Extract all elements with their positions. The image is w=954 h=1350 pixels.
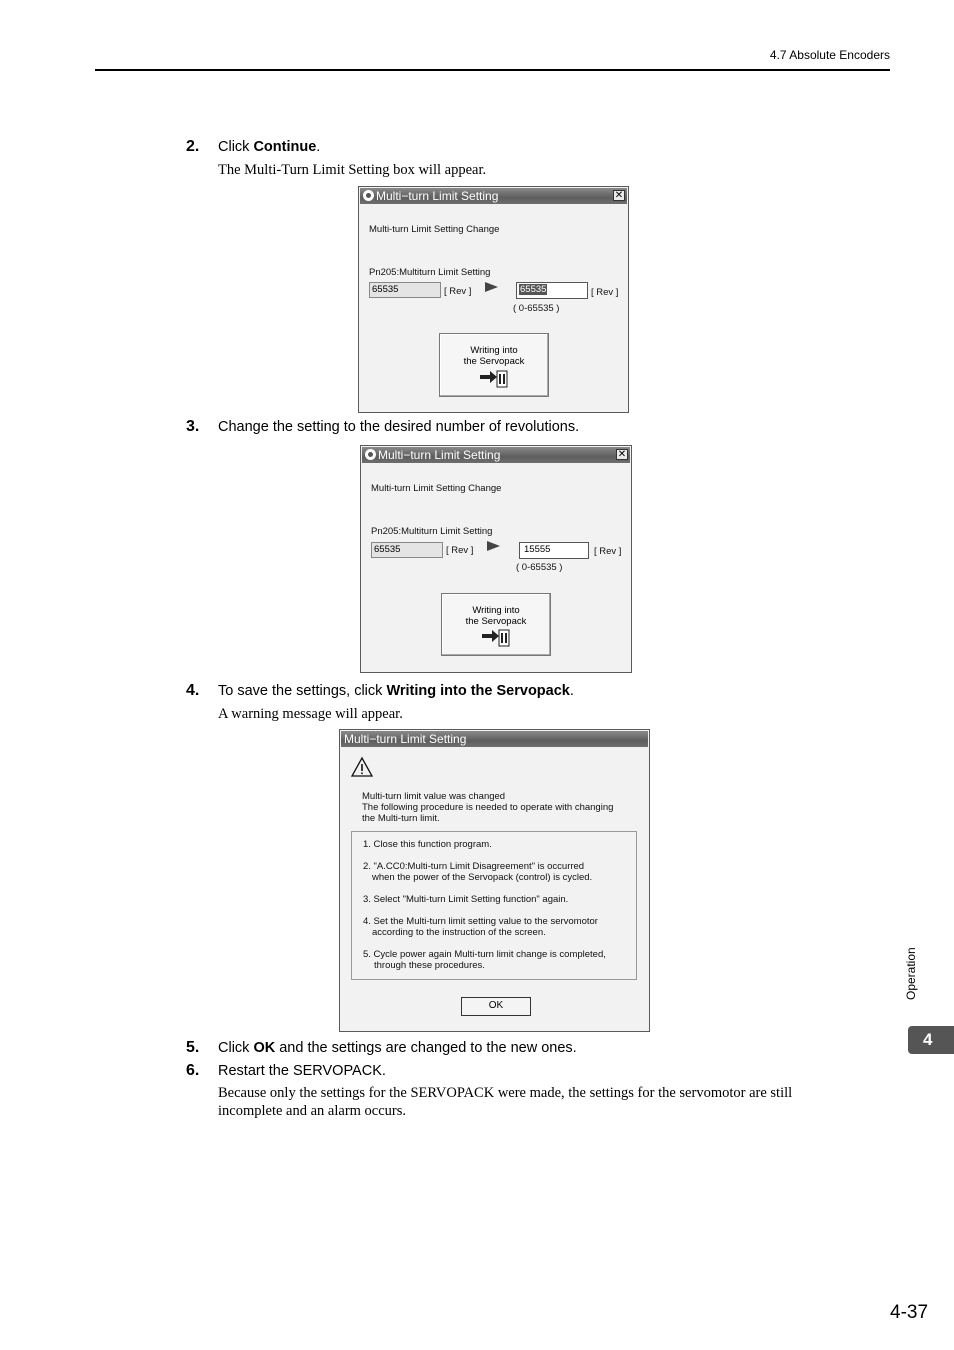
ok-button[interactable]: OK — [461, 997, 531, 1016]
arrow-right-icon — [485, 282, 498, 292]
close-icon[interactable]: ✕ — [614, 190, 624, 201]
step-text: To save the settings, click Writing into the Servopack. — [218, 683, 574, 699]
step-note: A warning message will appear. — [218, 706, 403, 722]
param-label: Pn205:Multiturn Limit Setting — [369, 267, 491, 278]
procedure-box — [351, 831, 637, 980]
step-text: Change the setting to the desired number of revolutions. — [218, 419, 580, 435]
page-number: 4-37 — [890, 1302, 929, 1323]
procedure-item — [363, 861, 592, 883]
step-number: 3. — [186, 418, 200, 435]
warning-message — [362, 791, 613, 824]
write-label-line2: the Servopack — [465, 616, 527, 627]
procedure-line: according to the instruction of the screen. — [372, 927, 546, 938]
procedure-item — [363, 916, 598, 938]
dialog-heading: Multi-turn Limit Setting Change — [369, 224, 500, 235]
range-label: ( 0-65535 ) — [513, 303, 560, 314]
ok-label: OK — [253, 1040, 276, 1056]
step-number: 6. — [186, 1062, 200, 1079]
step-note: incomplete and an alarm occurs. — [218, 1103, 407, 1119]
continue-label: Continue — [253, 139, 317, 155]
range-label: ( 0-65535 ) — [516, 562, 563, 573]
close-icon[interactable]: ✕ — [617, 449, 627, 460]
header-rule — [95, 69, 890, 71]
unit-label: [ Rev ] — [594, 546, 622, 557]
dialog-title: Multi−turn Limit Setting — [376, 189, 499, 203]
step-text: Click Continue. — [218, 139, 321, 155]
warning-line: the Multi-turn limit. — [362, 813, 440, 824]
procedure-line: 5. Cycle power again Multi-turn limit change is completed, — [363, 949, 606, 960]
step-note: Because only the settings for the SERVOPACK were made, the settings for the servomotor are still — [218, 1085, 793, 1101]
title-bar — [341, 731, 648, 747]
procedure-item: 1. Close this function program. — [363, 839, 492, 850]
warning-dialog — [339, 729, 650, 1032]
servopack-write-icon — [478, 368, 510, 388]
write-label-line1: Writing into — [470, 345, 518, 356]
step-number: 4. — [186, 682, 200, 699]
dialog-heading: Multi-turn Limit Setting Change — [371, 483, 502, 494]
app-icon — [365, 449, 376, 460]
step-text: Click OK and the settings are changed to the new ones. — [218, 1040, 577, 1056]
title-bar — [360, 188, 627, 204]
writing-into-servopack-button[interactable] — [439, 333, 549, 397]
chapter-tab: 4 — [908, 1026, 954, 1054]
app-icon — [363, 190, 374, 201]
new-value-input[interactable]: 65535 — [516, 282, 588, 299]
write-label-line2: the Servopack — [463, 356, 525, 367]
unit-label: [ Rev ] — [444, 286, 472, 297]
procedure-line: 4. Set the Multi-turn limit setting value to the servomotor — [363, 916, 598, 927]
warning-line: The following procedure is needed to operate with changing — [362, 802, 614, 813]
current-value-field: 65535 — [371, 542, 443, 558]
chapter-label: Operation — [904, 947, 918, 1000]
writing-into-servopack-label: Writing into the Servopack — [386, 683, 570, 699]
step-note: The Multi-Turn Limit Setting box will appear. — [218, 162, 487, 178]
new-value-input[interactable]: 15555 — [519, 542, 589, 559]
procedure-line: when the power of the Servopack (control) is cycled. — [372, 872, 593, 883]
warning-line: Multi-turn limit value was changed — [362, 791, 506, 802]
procedure-line: 2. "A.CC0:Multi-turn Limit Disagreement" is occurred — [363, 861, 585, 872]
section-header: 4.7 Absolute Encoders — [769, 48, 890, 62]
unit-label: [ Rev ] — [591, 287, 619, 298]
writing-into-servopack-button[interactable] — [441, 593, 551, 656]
step-number: 5. — [186, 1039, 200, 1056]
procedure-item — [363, 949, 606, 971]
procedure-item: 3. Select "Multi-turn Limit Setting function" again. — [363, 894, 569, 905]
param-label: Pn205:Multiturn Limit Setting — [371, 526, 493, 537]
multiturn-limit-dialog-2 — [360, 445, 632, 673]
dialog-title: Multi−turn Limit Setting — [378, 448, 501, 462]
procedure-line: through these procedures. — [374, 960, 485, 971]
warning-triangle-icon — [350, 756, 374, 778]
unit-label: [ Rev ] — [446, 545, 474, 556]
multiturn-limit-dialog-1 — [358, 186, 629, 413]
write-label-line1: Writing into — [472, 605, 520, 616]
dialog-title: Multi−turn Limit Setting — [344, 732, 467, 746]
arrow-right-icon — [487, 541, 500, 551]
servopack-write-icon — [480, 627, 512, 647]
current-value-field: 65535 — [369, 282, 441, 298]
step-number: 2. — [186, 138, 200, 155]
step-text: Restart the SERVOPACK. — [218, 1063, 386, 1079]
title-bar — [362, 447, 630, 463]
